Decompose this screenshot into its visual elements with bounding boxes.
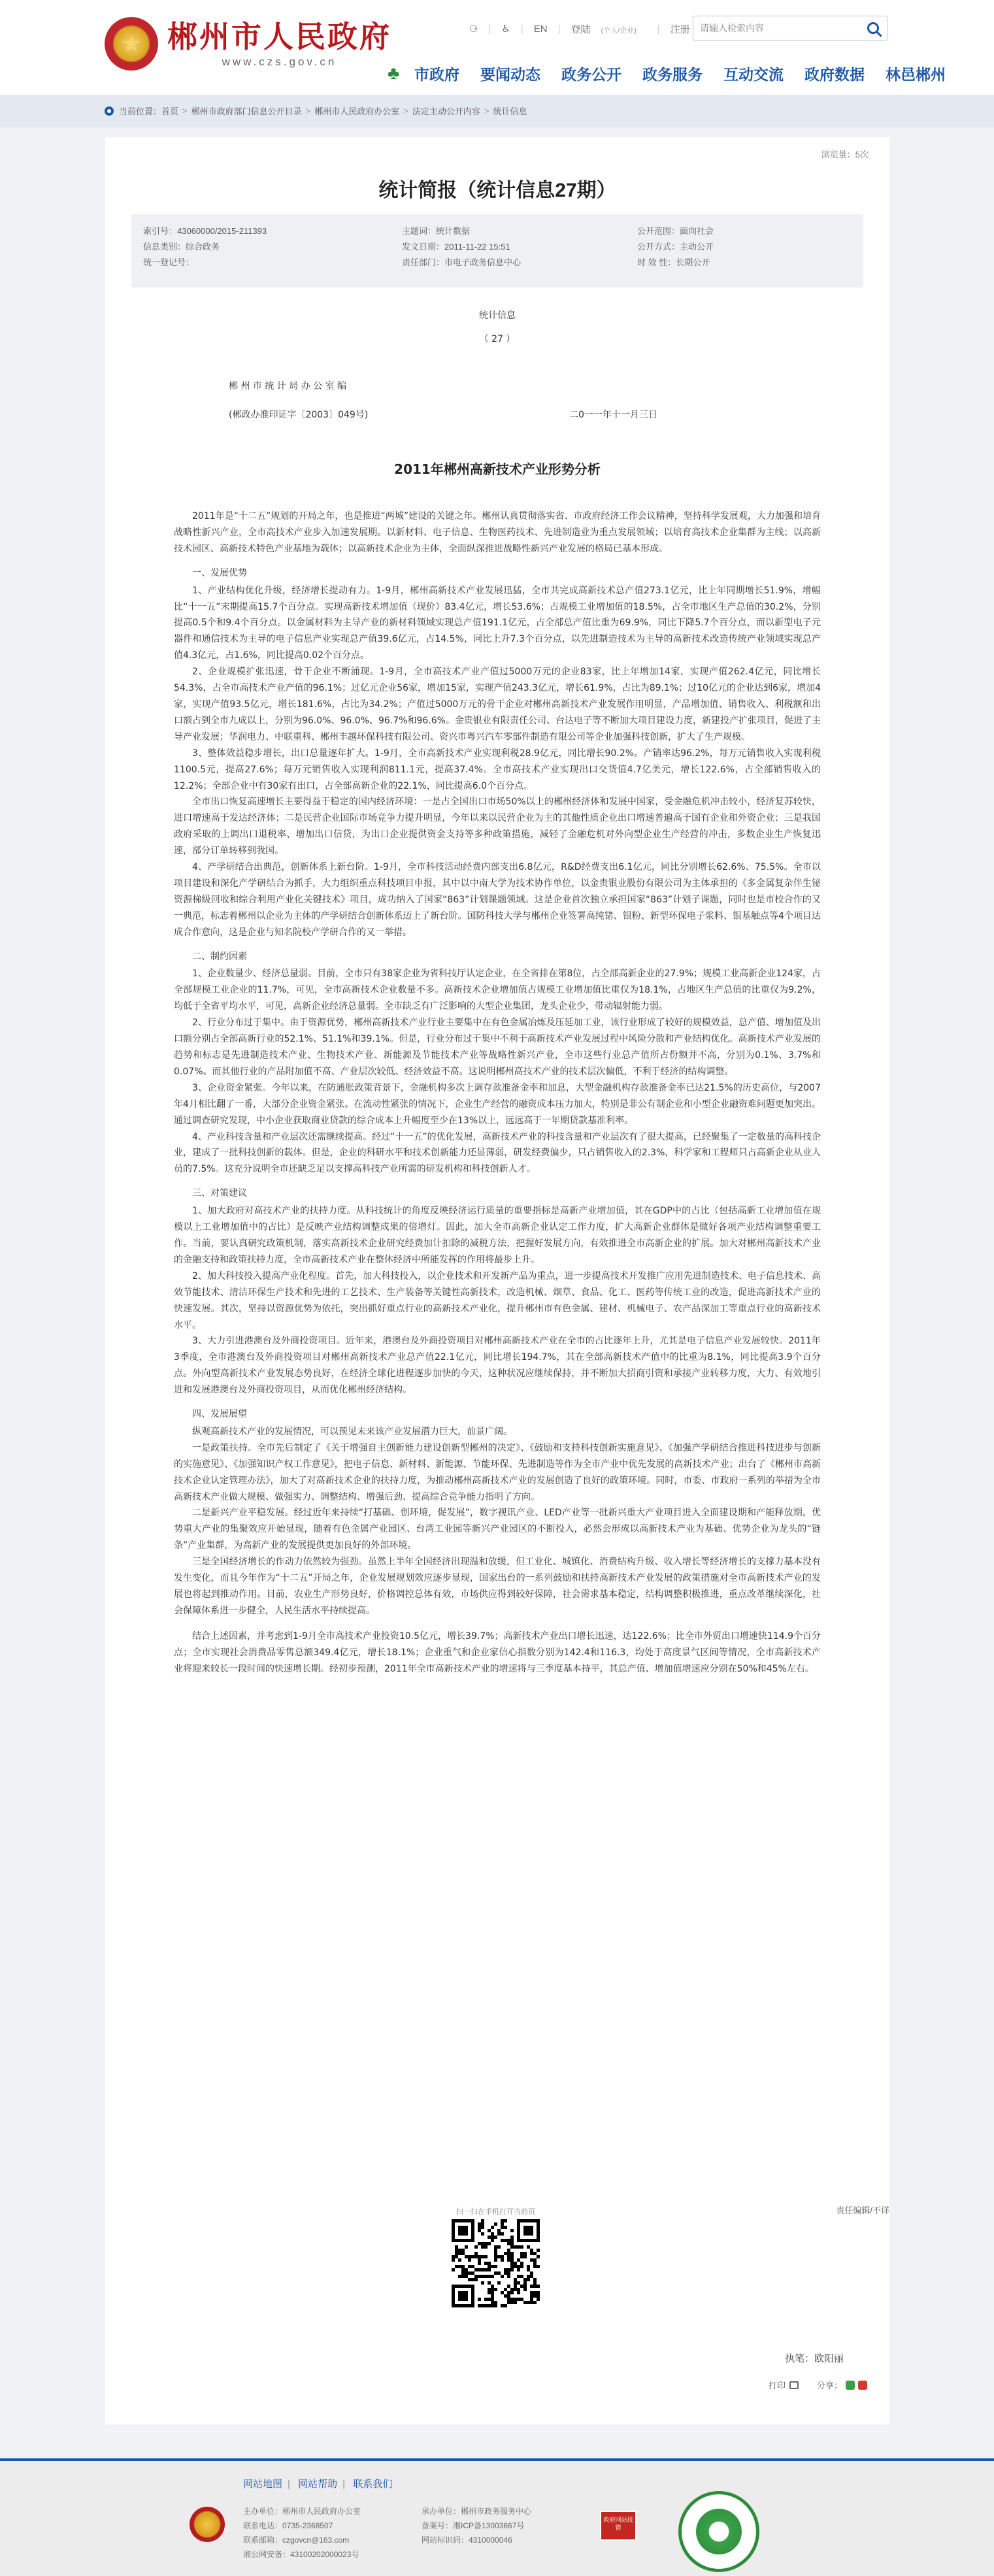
meta-topic: 主题词：统计数据: [402, 226, 471, 236]
site-logo[interactable]: [105, 17, 391, 71]
footer-organizer: 承办单位：郴州市政务服务中心: [422, 2507, 532, 2516]
register-link[interactable]: 注册: [670, 24, 690, 35]
qr-code-icon: [452, 2219, 540, 2307]
bulletin-permit: (郴政办准印证字〔2003〕049号): [229, 410, 369, 420]
search-box: [693, 16, 887, 41]
bulletin-issue: （ 27 ）: [479, 334, 516, 344]
breadcrumb-separator: >: [403, 106, 408, 116]
article-subtitle: 2011年郴州高新技术产业形势分析: [394, 461, 601, 477]
qr-caption: 扫一扫在手机打开当前页: [456, 2208, 535, 2216]
government-site-badge-icon[interactable]: [678, 2491, 759, 2572]
lang-english-link[interactable]: EN: [533, 23, 548, 35]
site-footer: [0, 2458, 994, 2576]
search-icon: [867, 22, 879, 34]
breadcrumb-separator: >: [484, 106, 489, 116]
gov-badge-inner: [696, 2509, 742, 2554]
footer-links: [243, 2477, 392, 2490]
site-name-block: [167, 19, 391, 69]
footer-site-code: 网站标识码：4310000046: [422, 2535, 512, 2545]
meta-open-method: 公开方式：主动公开: [637, 242, 714, 252]
site-name: 郴州市人民政府: [167, 19, 391, 54]
wechat-share-icon[interactable]: [846, 2381, 855, 2390]
main-nav: [379, 61, 946, 85]
article-paragraph: 1、企业数量少、经济总量弱。目前，全市只有38家企业为省科技厅认定企业，在全省排在第8位，占全部高新企业的27.9%；规模工业高新企业124家，占全部规模工业企业的11.7%，可见，全市高新技术企业数量不多。高新技术企业增加值占规模工业增加值比重仅为18.1%，占地区生产总值的比重仅为9.2%，均低于全省平均水平，可见，高新企业经济总量弱。全市缺乏有广泛影响的大型企业集团，龙头企业少，带动辐射能力弱。: [174, 968, 821, 1012]
footer-icp[interactable]: 备案号：湘ICP备13003667号: [422, 2521, 525, 2530]
search-input[interactable]: [700, 22, 857, 35]
national-emblem-icon: ★: [105, 17, 158, 71]
print-icon[interactable]: [789, 2381, 799, 2389]
footer-email: 联系邮箱：czgovcn@163.com: [243, 2535, 350, 2545]
share-label: 分享：: [816, 2381, 842, 2390]
section-heading: 二、制约因素: [192, 951, 247, 962]
meta-category: 信息类别：综合政务: [143, 242, 220, 252]
article-paragraph: 结合上述因素，并考虑到1-9月全市高技术产业投资10.5亿元，增长39.7%；高新技术产业出口增长迅速，达122.6%；比全市外贸出口增速快114.9个百分点；全市实现社会消费品零售总额349.4亿元，增长18.1%；企业重气和企业家信心指数分别为142.4和116.3，均处于高度景气区间等情况，全市高新技术产业将迎来较长一段时间的快速增长期。经初步预测，2011年全市高新技术产业的增速将与三季度基本持平，其总产值、增加值增速应分别在50%和45%左右。: [174, 1630, 821, 1674]
util-divider: |: [657, 23, 660, 35]
breadcrumb-item-statutory[interactable]: 法定主动公开内容: [412, 107, 480, 116]
article-paragraph: 3、整体效益稳步增长，出口总量逐年扩大。1-9月，全市高新技术产业实现利税28.9亿元，同比增长90.2%。产销率达96.2%，每万元销售收入实现利税1100.5元，提高27.6%；每万元销售收入实现利润811.1元，提高37.4%。全市高技术产业实现出口交货值4.7亿美元，增长122.6%，占全部销售收入的12.2%；全部企业中有30家有出口，占全部高新企业的22.1%，同比提高6.0个百分点。: [174, 748, 821, 791]
site-url: www.czs.gov.cn: [222, 56, 337, 68]
view-count: 浏览量：5次: [821, 150, 869, 159]
section-heading: 一、发展优势: [192, 567, 247, 578]
article-actions: [769, 2379, 867, 2391]
article-paragraph: 2011年是“十二五”规划的开局之年，也是推进“两城”建设的关键之年。郴州认真贯彻落实省、市政府经济工作会议精神，坚持科学发展观，大力加强和培育战略性新兴产业，全市高技术产业步入加速发展期。以新材料、电子信息、生物医药技术、先进制造业为重点发展领域；以培育高技术企业集群为主线；以高新技术园区、高新技术特色产业基地为载体；以高新技术企业为主体，全面纵深推进战略性新兴产业发展的格局已基本形成。: [174, 511, 821, 554]
article-paragraph: 二是新兴产业平稳发展。经过近年来持续“打基础、创环境，促发展”，数字视讯产业、LED产业等一批新兴重大产业项目进入全面建设期和产能释放期，优势重大产业的集聚效应开始显现，随着有色金属产业园区、台湾工业园等新兴产业园区的不断投入，必然会形成以高新技术产业为基础、优势企业为龙头的“链条”产业集群，为高新产业的发展提供更加良好的外部环境。: [174, 1508, 821, 1551]
location-icon: [105, 107, 114, 116]
login-label: 登陆: [571, 24, 591, 35]
article-paragraph: 2、加大科技投入提高产业化程度。首先，加大科技投入，以企业技术和开发新产品为重点，进一步提高技术开发推广应用先进制造技术、电子信息技术、高效节能技术、清洁环保生产技术和先进的工艺技术、生产装备等关键性高新技术，改造机械、烟草、食品、化工、医药等传统工业的改造，促进高新技术产业的快速发展。其次，坚持以资源优势为依托，突出抓好重点行业的高新技术产业化，提升郴州市有色金属、建材、机械电子、农产品深加工等重点行业的高新技术水平。: [174, 1270, 821, 1330]
site-header: [0, 0, 994, 95]
footer-link-sitemap[interactable]: 网站地图: [243, 2479, 283, 2490]
section-heading: 三、对策建议: [192, 1188, 247, 1199]
bulletin-name: 统计信息: [479, 310, 516, 321]
footer-info-host: [243, 2504, 361, 2562]
meta-pub-date: 发文日期：2011-11-22 15:51: [402, 242, 510, 252]
weibo-share-icon[interactable]: [858, 2381, 867, 2390]
meta-validity: 时 效 性：长期公开: [637, 257, 710, 267]
article-paragraph: 3、企业资金紧张。今年以来，在防通胀政策背景下，金融机构多次上调存款准备金率和加息，大型金融机构存款准备金率已达21.5%的历史高位，与2007年4月相比翻了一番，大部分企业资金紧张。在流动性紧张的情况下，企业生产经营的融资成本压力加大，特别是非公有制企业和小型企业融资难问题更加突出。通过调查研究发现，中小企业获取商业贷款的综合成本上升幅度至少在13%以上，远远高于一年期贷款基准利率。: [174, 1082, 821, 1126]
article-paragraph: 3、大力引进港澳台及外商投资项目。近年来，港澳台及外商投资项目对郴州高新技术产业在全市的占比逐年上升，尤其是电子信息产业发展较快。2011年3季度，全市港澳台及外商投资项目对郴州高新技术产业总产值22.1亿元，同比增长194.7%，其在全部高新技术产值中的比重为8.1%，同比提高3.9个百分点。外向型高新技术产业发展态势良好，在经济全球化进程逐步加快的今天，这种状况应继续保持，并不断加大招商引资和承接产业转移力度，大力、有效地引进和发展港澳台及外商投资项目，从而优化郴州经济结构。: [174, 1336, 821, 1396]
util-divider: |: [520, 23, 523, 35]
article-paragraph: 全市出口恢复高速增长主要得益于稳定的国内经济环境：一是占全国出口市场50%以上的郴州经济体和发展中国家，受金融危机冲击较小，经济复苏较快，进口增速高于发达经济体；二是民营企业国际市场竞争力提升明显，今年以来以民营企业为主的其他性质企业出口增速普遍高于国有企业和外资企业；三是我国政府采取的上调出口退税率、增加出口信贷，为出口企业提供资金支持等多种政策措施，减轻了金融危机对外向型企业生产经营的冲击，多数企业生产恢复迅速，部分订单转移到我国。: [174, 797, 821, 857]
footer-police-record[interactable]: 湘公网安备：43100202000023号: [243, 2550, 359, 2559]
login-link[interactable]: [571, 22, 646, 36]
home-pine-icon[interactable]: ♣: [387, 63, 400, 83]
footer-link-help[interactable]: 网站帮助: [298, 2479, 338, 2490]
nav-item-city-government[interactable]: 市政府: [414, 65, 459, 83]
footer-phone: 联系电话：0735-2368507: [243, 2521, 333, 2530]
article-paragraphs: [174, 508, 821, 1677]
author-line: 执笔：欧阳丽: [784, 2353, 844, 2364]
breadcrumb-separator: >: [305, 106, 311, 116]
error-report-badge[interactable]: 政府网站找错: [600, 2511, 637, 2541]
utility-bar: [469, 21, 701, 37]
article-paragraph: 纵观高新技术产业的发展情况，可以预见未来该产业发展潜力巨大，前景广阔。: [192, 1426, 512, 1437]
meta-index-no: 索引号：43060000/2015-211393: [143, 226, 267, 236]
search-button[interactable]: [863, 19, 883, 37]
bulletin-editor: 郴 州 市 统 计 局 办 公 室 编: [229, 381, 347, 391]
meta-doc-no: 统一登记号：: [143, 257, 195, 267]
breadcrumb-label: 当前位置：: [119, 107, 162, 116]
breadcrumb-bar: [0, 95, 994, 127]
login-note: (个人/企业): [601, 26, 637, 35]
breadcrumb-separator: >: [182, 106, 188, 116]
article-paragraph: 三是全国经济增长的作动力依然较为强劲。虽然上半年全国经济出现温和放缓，但工业化、城镇化、消费结构升级、收入增长等经济增长的支撑力基本没有发生变化，而且今年作为“十二五”开局之年，企业发展规划效应逐步显现，国家出台的一系列鼓励和扶持高新技术产业发展的政策措施对全市高新技术产业的发展也将起到推动作用。目前，农业生产形势良好，价格调控总体有效，市场供应得到较好保障，社会需求基本稳定，结构调整积极推进，重点改革继续深化，社会保障体系进一步健全，人民生活水平持续提高。: [174, 1557, 821, 1616]
footer-divider: |: [288, 2479, 290, 2490]
elder-mode-icon[interactable]: ♿: [501, 24, 510, 35]
footer-divider: |: [342, 2479, 346, 2490]
accessibility-icon[interactable]: ⚆: [469, 24, 478, 35]
nav-item-services[interactable]: 政务服务: [642, 65, 703, 83]
article-paragraph: 4、产业科技含量和产业层次还需继续提高。经过“十一五”的优化发展，高新技术产业的科技含量和产业层次有了很大提高，已经聚集了一定数量的高科技企业，建成了一批科技创新的载体。但是，企业的科研水平和技术创新能力还显薄弱，研发经费偏少，只占销售收入的2.3%，科学家和工程师只占高新企业从业人员的7.5%。这充分说明全市还缺乏足以支撑高科技产业所需的研发机构和科技创新人才。: [174, 1131, 821, 1175]
nav-item-interaction[interactable]: 互动交流: [723, 65, 784, 83]
article-paragraph: 1、产业结构优化升级，经济增长提动有力。1-9月，郴州高新技术产业发展迅猛，全市共完成高新技术总产值273.1亿元，比上年同期增长51.9%，增幅比“十一五”末期提高15.7个百分点。实现高新技术增加值（现价）83.4亿元，增长53.6%；占规模工业增加值的18.5%，占全市地区生产总值的30.2%，分别提高0.5个和9.4个百分点。以金属材料为主导产业的新材料领域实现总产值191.1亿元，占全部总产值比重为69.9%，同比下降5.7个百分点，而以新型电子元器件和通信技术为主导的电子信息产业实现总产值39.6亿元，占14.5%，同比上升7.3个百分点，以先进制造技术为主导的高新技术改造传统产业领域实现总产值4.3亿元，占1.6%，同比提高0.02个百分点。: [174, 585, 821, 661]
breadcrumb-item-office[interactable]: 郴州市人民政府办公室: [314, 107, 400, 116]
qr-code-block: [452, 2207, 540, 2311]
article-panel: [105, 137, 889, 2424]
breadcrumb-item-statistics[interactable]: 统计信息: [493, 107, 527, 116]
article-paragraph: 2、企业规模扩张迅速，骨干企业不断涌现。1-9月，全市高技术产业产值过5000万元的企业83家，比上年增加14家，实现产值262.4亿元，同比增长54.3%，占全市高技术产业产值的96.1%；过亿元企业56家，增加15家，实现产值243.3亿元，增长61.9%，占比为89.1%；过10亿元的企业达到6家，增加4家，实现产值93.5亿元，增长181.6%，占比为34.2%；产值过5000万元的骨干企业对郴州高新技术产业发展作用明显，产品增加值、销售收入、利税额和出口额占到全市九成以上，分别为96.0%、96.0%、96.7%和96.6%。金贵银业有限责任公司、台达电子等不断加大项目建设力度，新建投产扩张项目，促进了主导产业发展；华润电力、中联重科、郴州丰越环保科技有限公司、资兴市粤兴汽车零部件制造有限公司等企业加强科技创新，扩大了生产规模。: [174, 667, 821, 742]
util-divider: |: [488, 23, 491, 35]
section-heading: 四、发展展望: [192, 1409, 247, 1420]
nav-item-news[interactable]: 要闻动态: [480, 65, 540, 83]
nav-item-government-data[interactable]: 政府数据: [804, 65, 865, 83]
editor-line: 责任编辑/不详: [836, 2205, 889, 2215]
util-divider: |: [557, 23, 561, 35]
article-paragraph: 2、行业分布过于集中。由于资源优势，郴州高新技术产业行业主要集中在有色金属冶炼及压延加工业，该行业形成了较好的规模效益，总产值、增加值及出口额分别占全部高新行业的52.1%、51.1%和39.1%。但是，行业分布过于集中不利于高新技术产业发展过程中风险分散和产业结构优化。高新技术产业发展的趋势和标志是先进制造技术产业、生物技术产业、新能源及节能技术产业等战略性新兴产业，全市这些行业总产值所占份额并不高，分别为0.1%、3.7%和0.07%。而其他行业的产品附加值不高、产业层次较低、经济效益不高。这说明郴州高技术产业的技术层次偏低，不利于经济的结构调整。: [174, 1017, 821, 1077]
meta-open-target: 公开范围：面向社会: [637, 226, 714, 236]
bulletin-date: 二0一一年十一月三日: [569, 410, 657, 420]
print-button[interactable]: 打印: [768, 2381, 786, 2390]
footer-host: 主办单位：郴州市人民政府办公室: [243, 2507, 361, 2516]
nav-item-open-government[interactable]: 政务公开: [561, 65, 621, 83]
footer-link-contact[interactable]: 联系我们: [353, 2479, 393, 2490]
breadcrumb: [105, 105, 527, 117]
article-paragraph: 4、产学研结合出典范，创新体系上新台阶。1-9月，全市科技活动经费内部支出6.8亿元，R&D经费支出6.1亿元，同比分别增长62.6%、75.5%。全市以项目建设和深化产学研结合为抓手，大力组织重点科技项目申报，其中以中南大学为技术协作单位，以金贵银业股份有限公司为主体承担的《多金属复杂伴生铋资源梯级回收和综合利用产业化关键技术》项目，成功纳入了国家“863”计划课题领域。这是企业首次独立承担国家“863”计划子课题，同时也是市校合作的又一典范，标志着郴州以企业为主体的产学研结合创新体系迈上了新台阶。国防科技大学与郴州企业签署高纯锗、银粉、新型环保电子浆料、银基触点等4个项目达成合作意向，这是企业与知名院校产学研合作的又一举措。: [174, 862, 821, 938]
page-title: 统计简报（统计信息27期）: [378, 180, 616, 201]
nav-item-linyi-chenzhou[interactable]: 林邑郴州: [886, 65, 946, 83]
breadcrumb-item-home[interactable]: 首页: [161, 107, 179, 116]
party-badge-icon[interactable]: [190, 2507, 225, 2542]
article-paragraph: 1、加大政府对高技术产业的扶持力度。从科技统计的角度反映经济运行质量的重要指标是高新产业增加值，其在GDP中的占比（包括高新工业增加值在规模以上工业增加值中的占比）是反映产业结构调整成果的倍增灯。因此，加大全市高新企业认定工作力度，扩大高新企业群体是做好各项产业结构调整重要工作。当前，要认真研究政策机制，落实高新技术企业研究经费加计扣除的减税方法，把握好发展方向，有效推进全市高新企业的扩展。加大对郴州高新技术产业的金融支持和政策扶持力度，全市高新技术产业在整体经济中所能发挥的作用将最步上升。: [174, 1206, 821, 1265]
article-paragraph: 一是政策扶持。全市先后制定了《关于增强自主创新能力建设创新型郴州的决定》、《鼓励和支持科技创新实施意见》、《加强产学研结合推进科技进步与创新的实施意见》、《加强知识产权工作意见》，把电子信息、新材料、新能源、节能环保、先进制造等作为全市产业中优先发展的高新技术产业；出台了《郴州市高新技术企业认定管理办法》，加大了对高新技术企业的扶持力度，为推动郴州高新技术产业的发展创造了良好的政策环境。同时，市委、市政府一系列的举措为全市高新技术产业做大规模、做强实力、调整结构、增强后劲、提高综合竞争能力指明了方向。: [174, 1442, 821, 1502]
footer-info-organizer: [422, 2504, 531, 2547]
document-metadata: [131, 214, 863, 288]
breadcrumb-item-catalog[interactable]: 郴州市政府部门信息公开目录: [191, 107, 302, 116]
meta-dept: 责任部门：市电子政务信息中心: [402, 257, 522, 267]
